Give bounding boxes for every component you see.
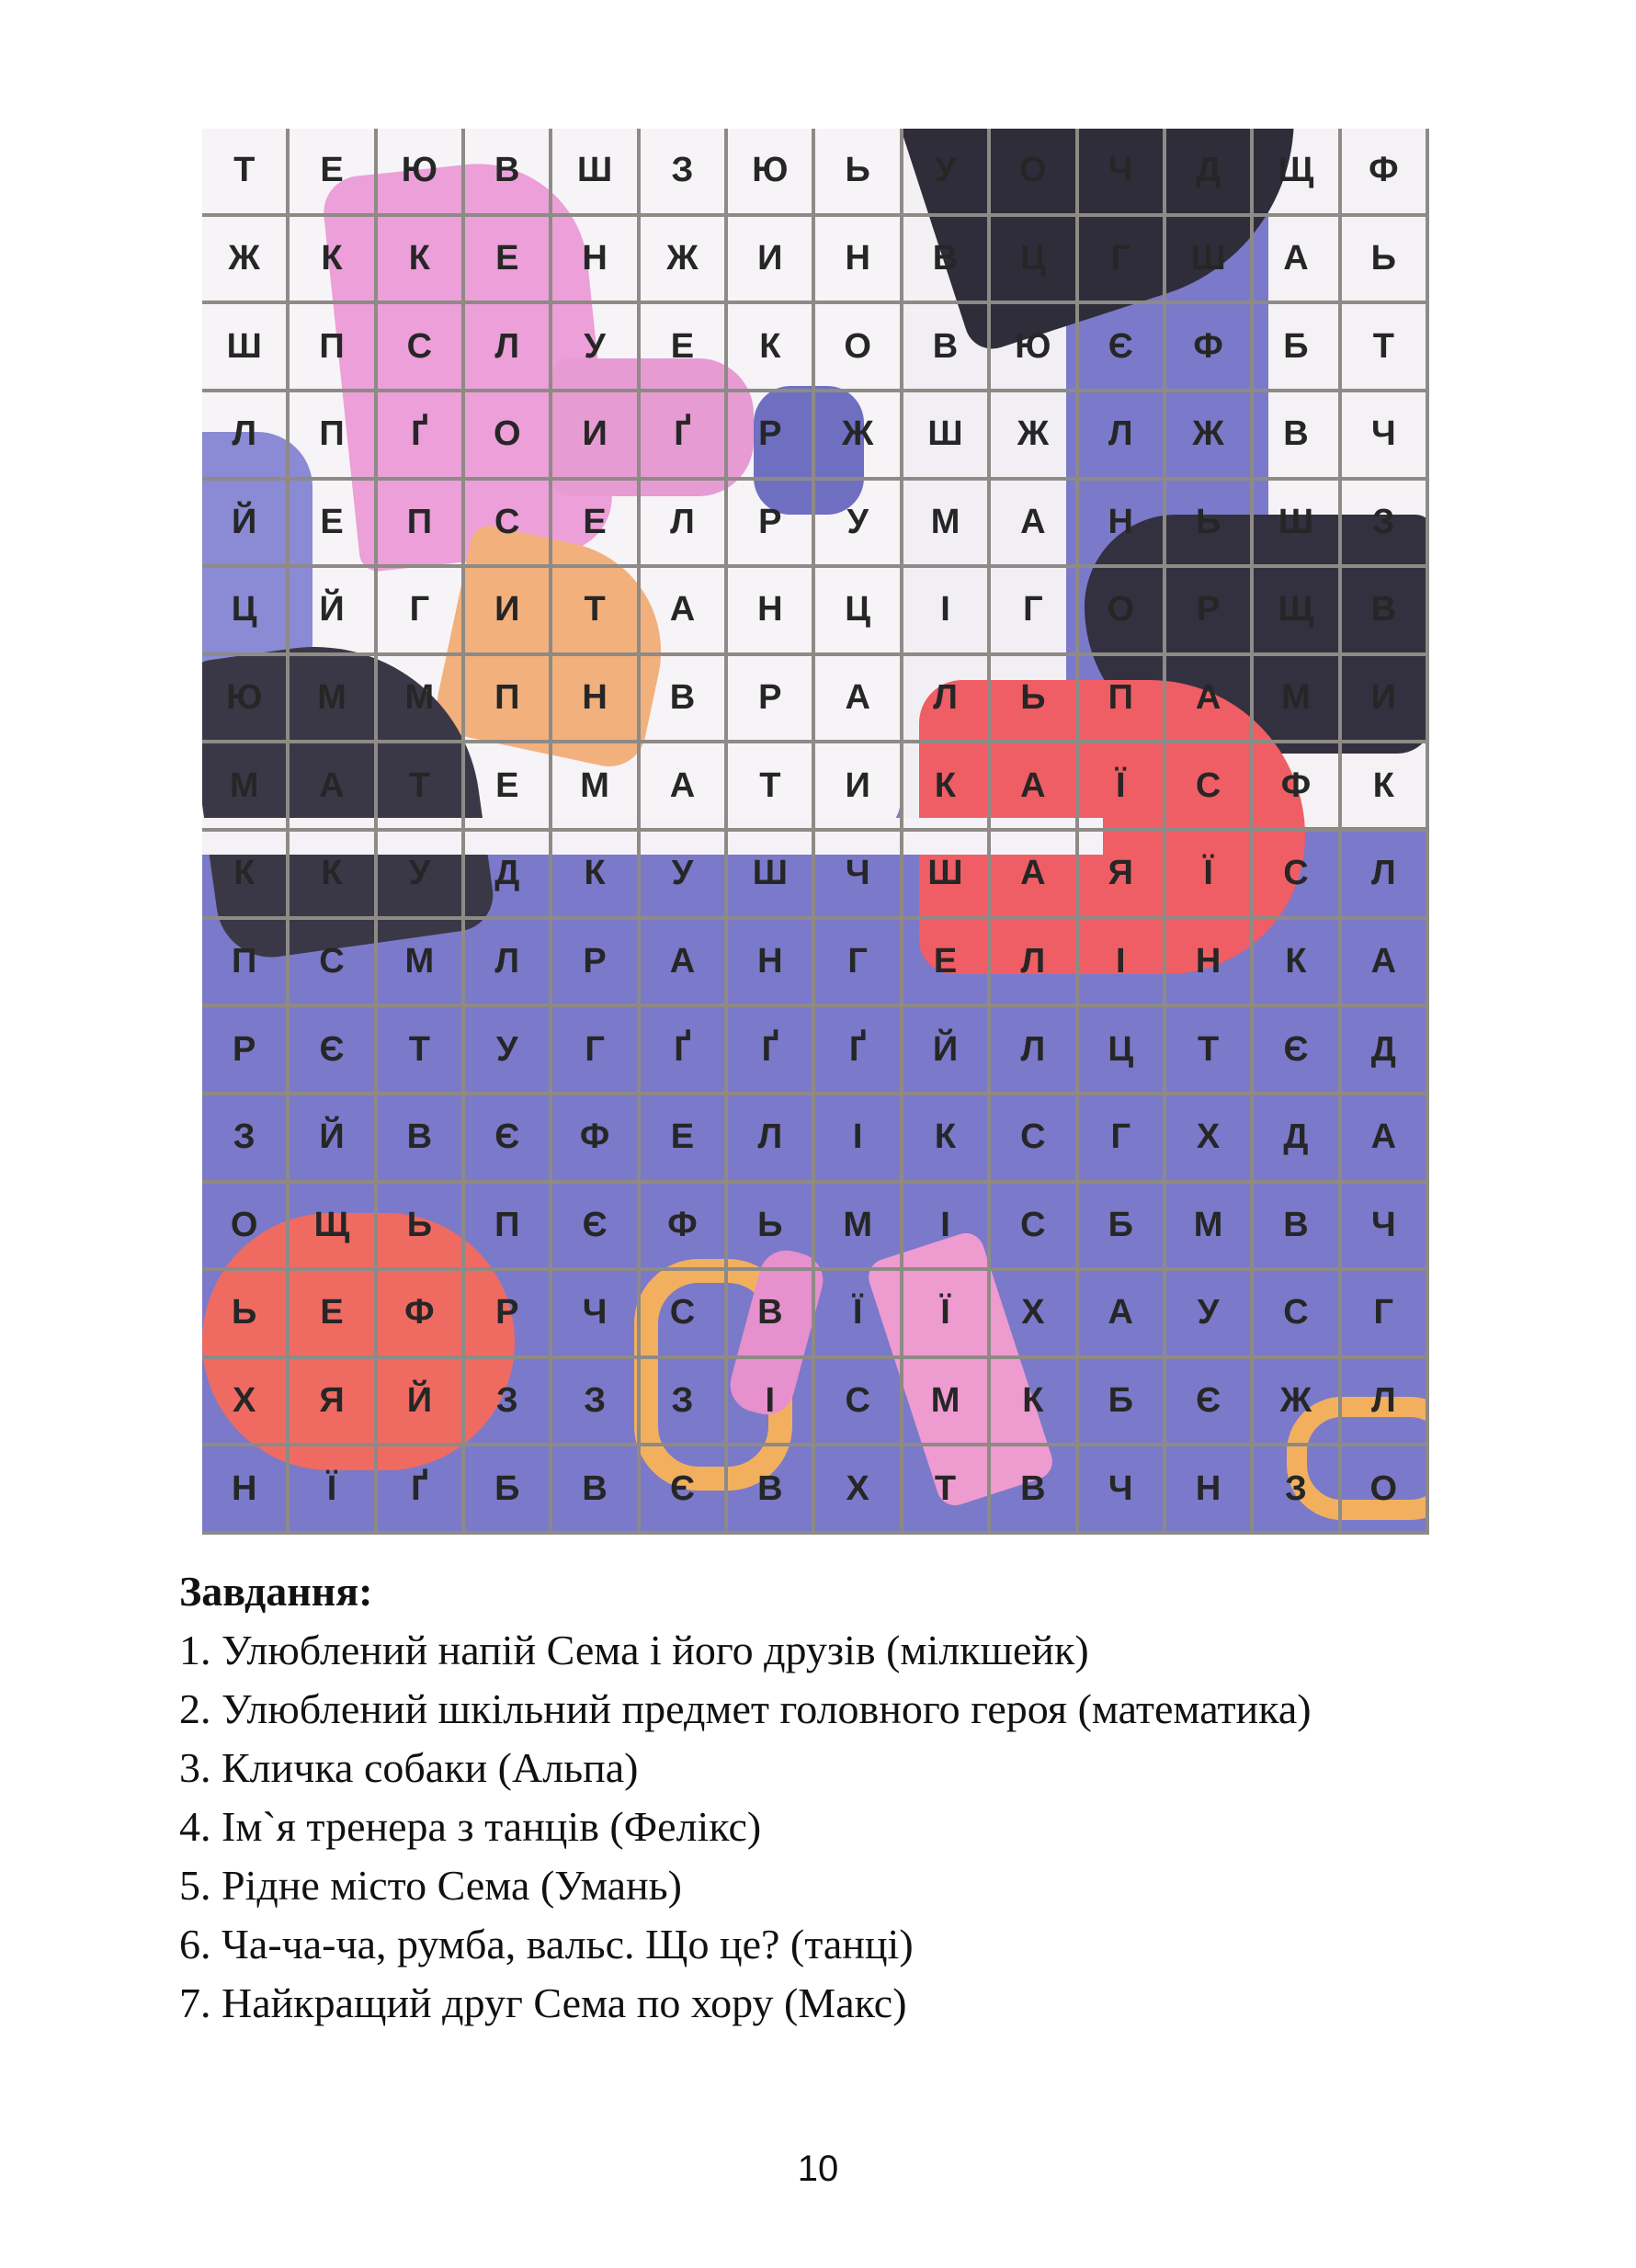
grid-cell: У	[641, 832, 728, 920]
grid-cell: А	[641, 920, 728, 1008]
grid-cell: З	[641, 1359, 728, 1447]
grid-cell: Є	[1166, 1359, 1254, 1447]
grid-cell: Л	[1342, 1359, 1429, 1447]
grid-cell: К	[903, 743, 991, 832]
grid-cell: Н	[552, 217, 640, 305]
grid-cell: Ь	[378, 1184, 465, 1272]
grid-cell: А	[1079, 1271, 1166, 1359]
grid-cell: Е	[465, 743, 552, 832]
grid-cell: Н	[552, 656, 640, 744]
task-item: 2. Улюблений шкільний предмет головного героя (математика)	[179, 1685, 1312, 1732]
grid-cell: П	[465, 656, 552, 744]
grid-cell: Є	[290, 1007, 377, 1095]
grid-cell: Д	[465, 832, 552, 920]
grid-cell: Д	[1166, 129, 1254, 217]
task-item: 5. Рідне місто Сема (Умань)	[179, 1862, 682, 1909]
grid-cell: Л	[1342, 832, 1429, 920]
grid-cell: В	[1254, 1184, 1341, 1272]
grid-cell: С	[991, 1095, 1078, 1184]
grid-cell: Ґ	[378, 1446, 465, 1535]
grid-cell: Н	[1166, 920, 1254, 1008]
grid-cell: Ч	[552, 1271, 640, 1359]
grid-cell: В	[378, 1095, 465, 1184]
tasks-section	[179, 1562, 1484, 2033]
grid-cell: Ь	[991, 656, 1078, 744]
grid-cell: Ю	[991, 304, 1078, 392]
grid-cell: Т	[552, 568, 640, 656]
grid-cell: Е	[465, 217, 552, 305]
grid-cell: Й	[378, 1359, 465, 1447]
grid-cell: З	[552, 1359, 640, 1447]
grid-cell: В	[728, 1271, 815, 1359]
grid-cell: І	[815, 1095, 903, 1184]
grid-cell: Ш	[552, 129, 640, 217]
grid-cell: А	[991, 481, 1078, 569]
grid-cell: Х	[1166, 1095, 1254, 1184]
grid-cell: Ц	[991, 217, 1078, 305]
grid-cell: Є	[1079, 304, 1166, 392]
grid-cell: М	[1254, 656, 1341, 744]
grid-cell: Ї	[290, 1446, 377, 1535]
grid-cell: Ш	[1254, 481, 1341, 569]
grid-cell: Л	[202, 392, 290, 481]
grid-cell: Д	[1342, 1007, 1429, 1095]
grid-cell: Ц	[202, 568, 290, 656]
task-item: 6. Ча-ча-ча, румба, вальс. Що це? (танці)	[179, 1921, 914, 1967]
grid-cell: Т	[1342, 304, 1429, 392]
grid-cell: Ж	[202, 217, 290, 305]
grid-cell: А	[991, 832, 1078, 920]
grid-cell: Ь	[728, 1184, 815, 1272]
grid-cell: А	[1166, 656, 1254, 744]
grid-cell: Н	[815, 217, 903, 305]
grid-cell: Ж	[1166, 392, 1254, 481]
grid-cell: Л	[1079, 392, 1166, 481]
grid-cell: Р	[728, 481, 815, 569]
grid-cell: И	[728, 217, 815, 305]
grid-cell: Ь	[1166, 481, 1254, 569]
grid-cell: И	[465, 568, 552, 656]
grid-cell: Щ	[1254, 568, 1341, 656]
grid-cell: Р	[1166, 568, 1254, 656]
grid-cell: А	[1342, 920, 1429, 1008]
grid-cell: М	[290, 656, 377, 744]
grid-cell: К	[552, 832, 640, 920]
task-item: 1. Улюблений напій Сема і його друзів (мілкшейк)	[179, 1627, 1089, 1673]
grid-cell: У	[903, 129, 991, 217]
grid-cell: Ь	[202, 1271, 290, 1359]
grid-cell: Щ	[1254, 129, 1341, 217]
grid-cell: А	[641, 568, 728, 656]
grid-cell: К	[290, 832, 377, 920]
grid-cell: У	[552, 304, 640, 392]
grid-cell: М	[903, 481, 991, 569]
task-item: 3. Кличка собаки (Альпа)	[179, 1744, 639, 1791]
grid-cell: Г	[1079, 1095, 1166, 1184]
grid-cell: Р	[465, 1271, 552, 1359]
grid-cell: Е	[641, 1095, 728, 1184]
grid-cell: Ґ	[641, 392, 728, 481]
grid-cell: Т	[728, 743, 815, 832]
grid-cell: Б	[465, 1446, 552, 1535]
grid-cell: С	[641, 1271, 728, 1359]
grid-cell: Й	[290, 1095, 377, 1184]
grid-cell: Г	[552, 1007, 640, 1095]
task-item: 7. Найкращий друг Сема по хору (Макс)	[179, 1979, 907, 2026]
grid-cell: Д	[1254, 1095, 1341, 1184]
grid-cell: З	[1254, 1446, 1341, 1535]
grid-cell: Н	[728, 920, 815, 1008]
grid-cell: Ї	[1166, 832, 1254, 920]
grid-cell: О	[202, 1184, 290, 1272]
task-item: 4. Ім`я тренера з танців (Фелікс)	[179, 1803, 762, 1850]
grid-cell: С	[290, 920, 377, 1008]
grid-cell: Р	[552, 920, 640, 1008]
grid-cell: Е	[290, 129, 377, 217]
grid-cell: Л	[641, 481, 728, 569]
grid-cell: У	[378, 832, 465, 920]
grid-cell: М	[378, 920, 465, 1008]
grid-cell: С	[1254, 1271, 1341, 1359]
grid-cell: Ш	[202, 304, 290, 392]
grid-cell: І	[728, 1359, 815, 1447]
grid-cell: Ш	[903, 392, 991, 481]
grid-cell: В	[1254, 392, 1341, 481]
grid-cell: Х	[202, 1359, 290, 1447]
grid-cell: Ц	[1079, 1007, 1166, 1095]
grid-cell: Р	[728, 392, 815, 481]
grid-cell: Ш	[728, 832, 815, 920]
grid-cell: А	[991, 743, 1078, 832]
grid-cell: Є	[465, 1095, 552, 1184]
grid-cell: О	[991, 129, 1078, 217]
grid-cell: З	[202, 1095, 290, 1184]
grid-cell: Щ	[290, 1184, 377, 1272]
grid-cell: Х	[991, 1271, 1078, 1359]
grid-cell: В	[465, 129, 552, 217]
grid-cell: Б	[1254, 304, 1341, 392]
grid-cell: Л	[465, 304, 552, 392]
grid-cell: С	[815, 1359, 903, 1447]
tasks-title: Завдання:	[179, 1568, 373, 1615]
grid-cell: К	[991, 1359, 1078, 1447]
grid-cell: Ф	[1342, 129, 1429, 217]
grid-cell: О	[1079, 568, 1166, 656]
grid-cell: І	[1079, 920, 1166, 1008]
grid-cell: Ф	[1166, 304, 1254, 392]
grid-cell: Т	[378, 1007, 465, 1095]
grid-cell: Й	[202, 481, 290, 569]
grid-cell: Г	[815, 920, 903, 1008]
grid-cell: К	[1342, 743, 1429, 832]
grid-cell: Н	[1166, 1446, 1254, 1535]
grid-cell: Г	[991, 568, 1078, 656]
grid-cell: В	[991, 1446, 1078, 1535]
grid-cell: С	[465, 481, 552, 569]
grid-cell: К	[903, 1095, 991, 1184]
grid-cell: Т	[202, 129, 290, 217]
grid-cell: Й	[290, 568, 377, 656]
grid-cell: П	[290, 304, 377, 392]
grid-cell: И	[815, 743, 903, 832]
grid-cell: О	[815, 304, 903, 392]
grid-cell: Л	[903, 656, 991, 744]
grid-cell: Ґ	[378, 392, 465, 481]
grid-cell: Е	[641, 304, 728, 392]
grid-cell: З	[641, 129, 728, 217]
grid-cell: П	[290, 392, 377, 481]
grid-cell: С	[1166, 743, 1254, 832]
grid-cell: В	[1342, 568, 1429, 656]
grid-cell: А	[1254, 217, 1341, 305]
grid-cell: Е	[552, 481, 640, 569]
grid-cell: О	[1342, 1446, 1429, 1535]
grid-cell: Ч	[1079, 1446, 1166, 1535]
grid-cell: Ь	[815, 129, 903, 217]
grid-cell: П	[202, 920, 290, 1008]
grid-cell: О	[465, 392, 552, 481]
grid-cell: Ю	[378, 129, 465, 217]
grid-cell: Ж	[815, 392, 903, 481]
grid-cell: П	[378, 481, 465, 569]
grid-cell: Б	[1079, 1359, 1166, 1447]
grid-cell: А	[641, 743, 728, 832]
grid-cell: Я	[290, 1359, 377, 1447]
grid-cell: Р	[728, 656, 815, 744]
grid-cell: Х	[815, 1446, 903, 1535]
grid-cell: З	[465, 1359, 552, 1447]
grid-cell: Л	[991, 920, 1078, 1008]
grid-cell: Є	[641, 1446, 728, 1535]
grid-cell: Я	[1079, 832, 1166, 920]
grid-cell: Ґ	[815, 1007, 903, 1095]
grid-cell: Ч	[1342, 392, 1429, 481]
grid-cell: В	[728, 1446, 815, 1535]
grid-cell: Е	[290, 481, 377, 569]
grid-cell: Т	[378, 743, 465, 832]
grid-cell: Н	[728, 568, 815, 656]
grid-cell: Л	[465, 920, 552, 1008]
grid-cell: Н	[1079, 481, 1166, 569]
grid-cell: С	[378, 304, 465, 392]
grid-cell: Л	[728, 1095, 815, 1184]
grid-cell: А	[1342, 1095, 1429, 1184]
grid-cell: Р	[202, 1007, 290, 1095]
grid-cell: Г	[378, 568, 465, 656]
page-number: 10	[797, 2149, 839, 2189]
grid-cell: М	[815, 1184, 903, 1272]
grid-cell: Й	[903, 1007, 991, 1095]
grid-cell: М	[378, 656, 465, 744]
grid-cell: Т	[903, 1446, 991, 1535]
grid-cell: Ю	[728, 129, 815, 217]
grid-cell: І	[903, 568, 991, 656]
grid-cell: М	[552, 743, 640, 832]
grid-cell: В	[903, 217, 991, 305]
grid-cell: Ї	[903, 1271, 991, 1359]
grid-cell: Ь	[1342, 217, 1429, 305]
grid-cell: В	[641, 656, 728, 744]
grid-cell: Ф	[1254, 743, 1341, 832]
grid-cell: Ф	[378, 1271, 465, 1359]
grid-cell: К	[1254, 920, 1341, 1008]
grid-cell: К	[290, 217, 377, 305]
grid-cell: Е	[290, 1271, 377, 1359]
grid-cell: М	[1166, 1184, 1254, 1272]
grid-cell: М	[903, 1359, 991, 1447]
grid-cell: М	[202, 743, 290, 832]
grid-cell: У	[465, 1007, 552, 1095]
grid-cell: Ш	[1166, 217, 1254, 305]
grid-cell: З	[1342, 481, 1429, 569]
grid-cell: Ж	[641, 217, 728, 305]
grid-cell: Є	[1254, 1007, 1341, 1095]
grid-cell: Ч	[1342, 1184, 1429, 1272]
grid-cell: Г	[1342, 1271, 1429, 1359]
grid-cell: П	[465, 1184, 552, 1272]
grid-cell: Ж	[991, 392, 1078, 481]
grid-cell: Ґ	[641, 1007, 728, 1095]
grid-cell: І	[903, 1184, 991, 1272]
grid-cell: С	[1254, 832, 1341, 920]
grid-cell: В	[552, 1446, 640, 1535]
grid-cell: Н	[202, 1446, 290, 1535]
grid-cell: Т	[1166, 1007, 1254, 1095]
grid-cell: Ч	[1079, 129, 1166, 217]
grid-cell: Ф	[552, 1095, 640, 1184]
grid-cell: В	[903, 304, 991, 392]
grid-cell: Ю	[202, 656, 290, 744]
grid-cell: Л	[991, 1007, 1078, 1095]
grid-cell: П	[1079, 656, 1166, 744]
grid-cell: Ч	[815, 832, 903, 920]
grid-cell: Ш	[903, 832, 991, 920]
grid-cell: К	[728, 304, 815, 392]
word-search-puzzle	[202, 129, 1429, 1535]
grid-cell: А	[815, 656, 903, 744]
grid-cell: Є	[552, 1184, 640, 1272]
grid-cell: Ї	[815, 1271, 903, 1359]
grid-cell: Б	[1079, 1184, 1166, 1272]
grid-cell: У	[815, 481, 903, 569]
grid-cell: Ґ	[728, 1007, 815, 1095]
grid-cell: С	[991, 1184, 1078, 1272]
grid-cell: Г	[1079, 217, 1166, 305]
grid-cell: Е	[903, 920, 991, 1008]
grid-cell: К	[378, 217, 465, 305]
grid-cell: У	[1166, 1271, 1254, 1359]
grid-cell: Ж	[1254, 1359, 1341, 1447]
grid-cell: Ц	[815, 568, 903, 656]
grid-cell: А	[290, 743, 377, 832]
letter-grid	[202, 129, 1429, 1535]
grid-cell: Ф	[641, 1184, 728, 1272]
grid-cell: К	[202, 832, 290, 920]
grid-cell: И	[1342, 656, 1429, 744]
grid-cell: Ї	[1079, 743, 1166, 832]
grid-cell: И	[552, 392, 640, 481]
